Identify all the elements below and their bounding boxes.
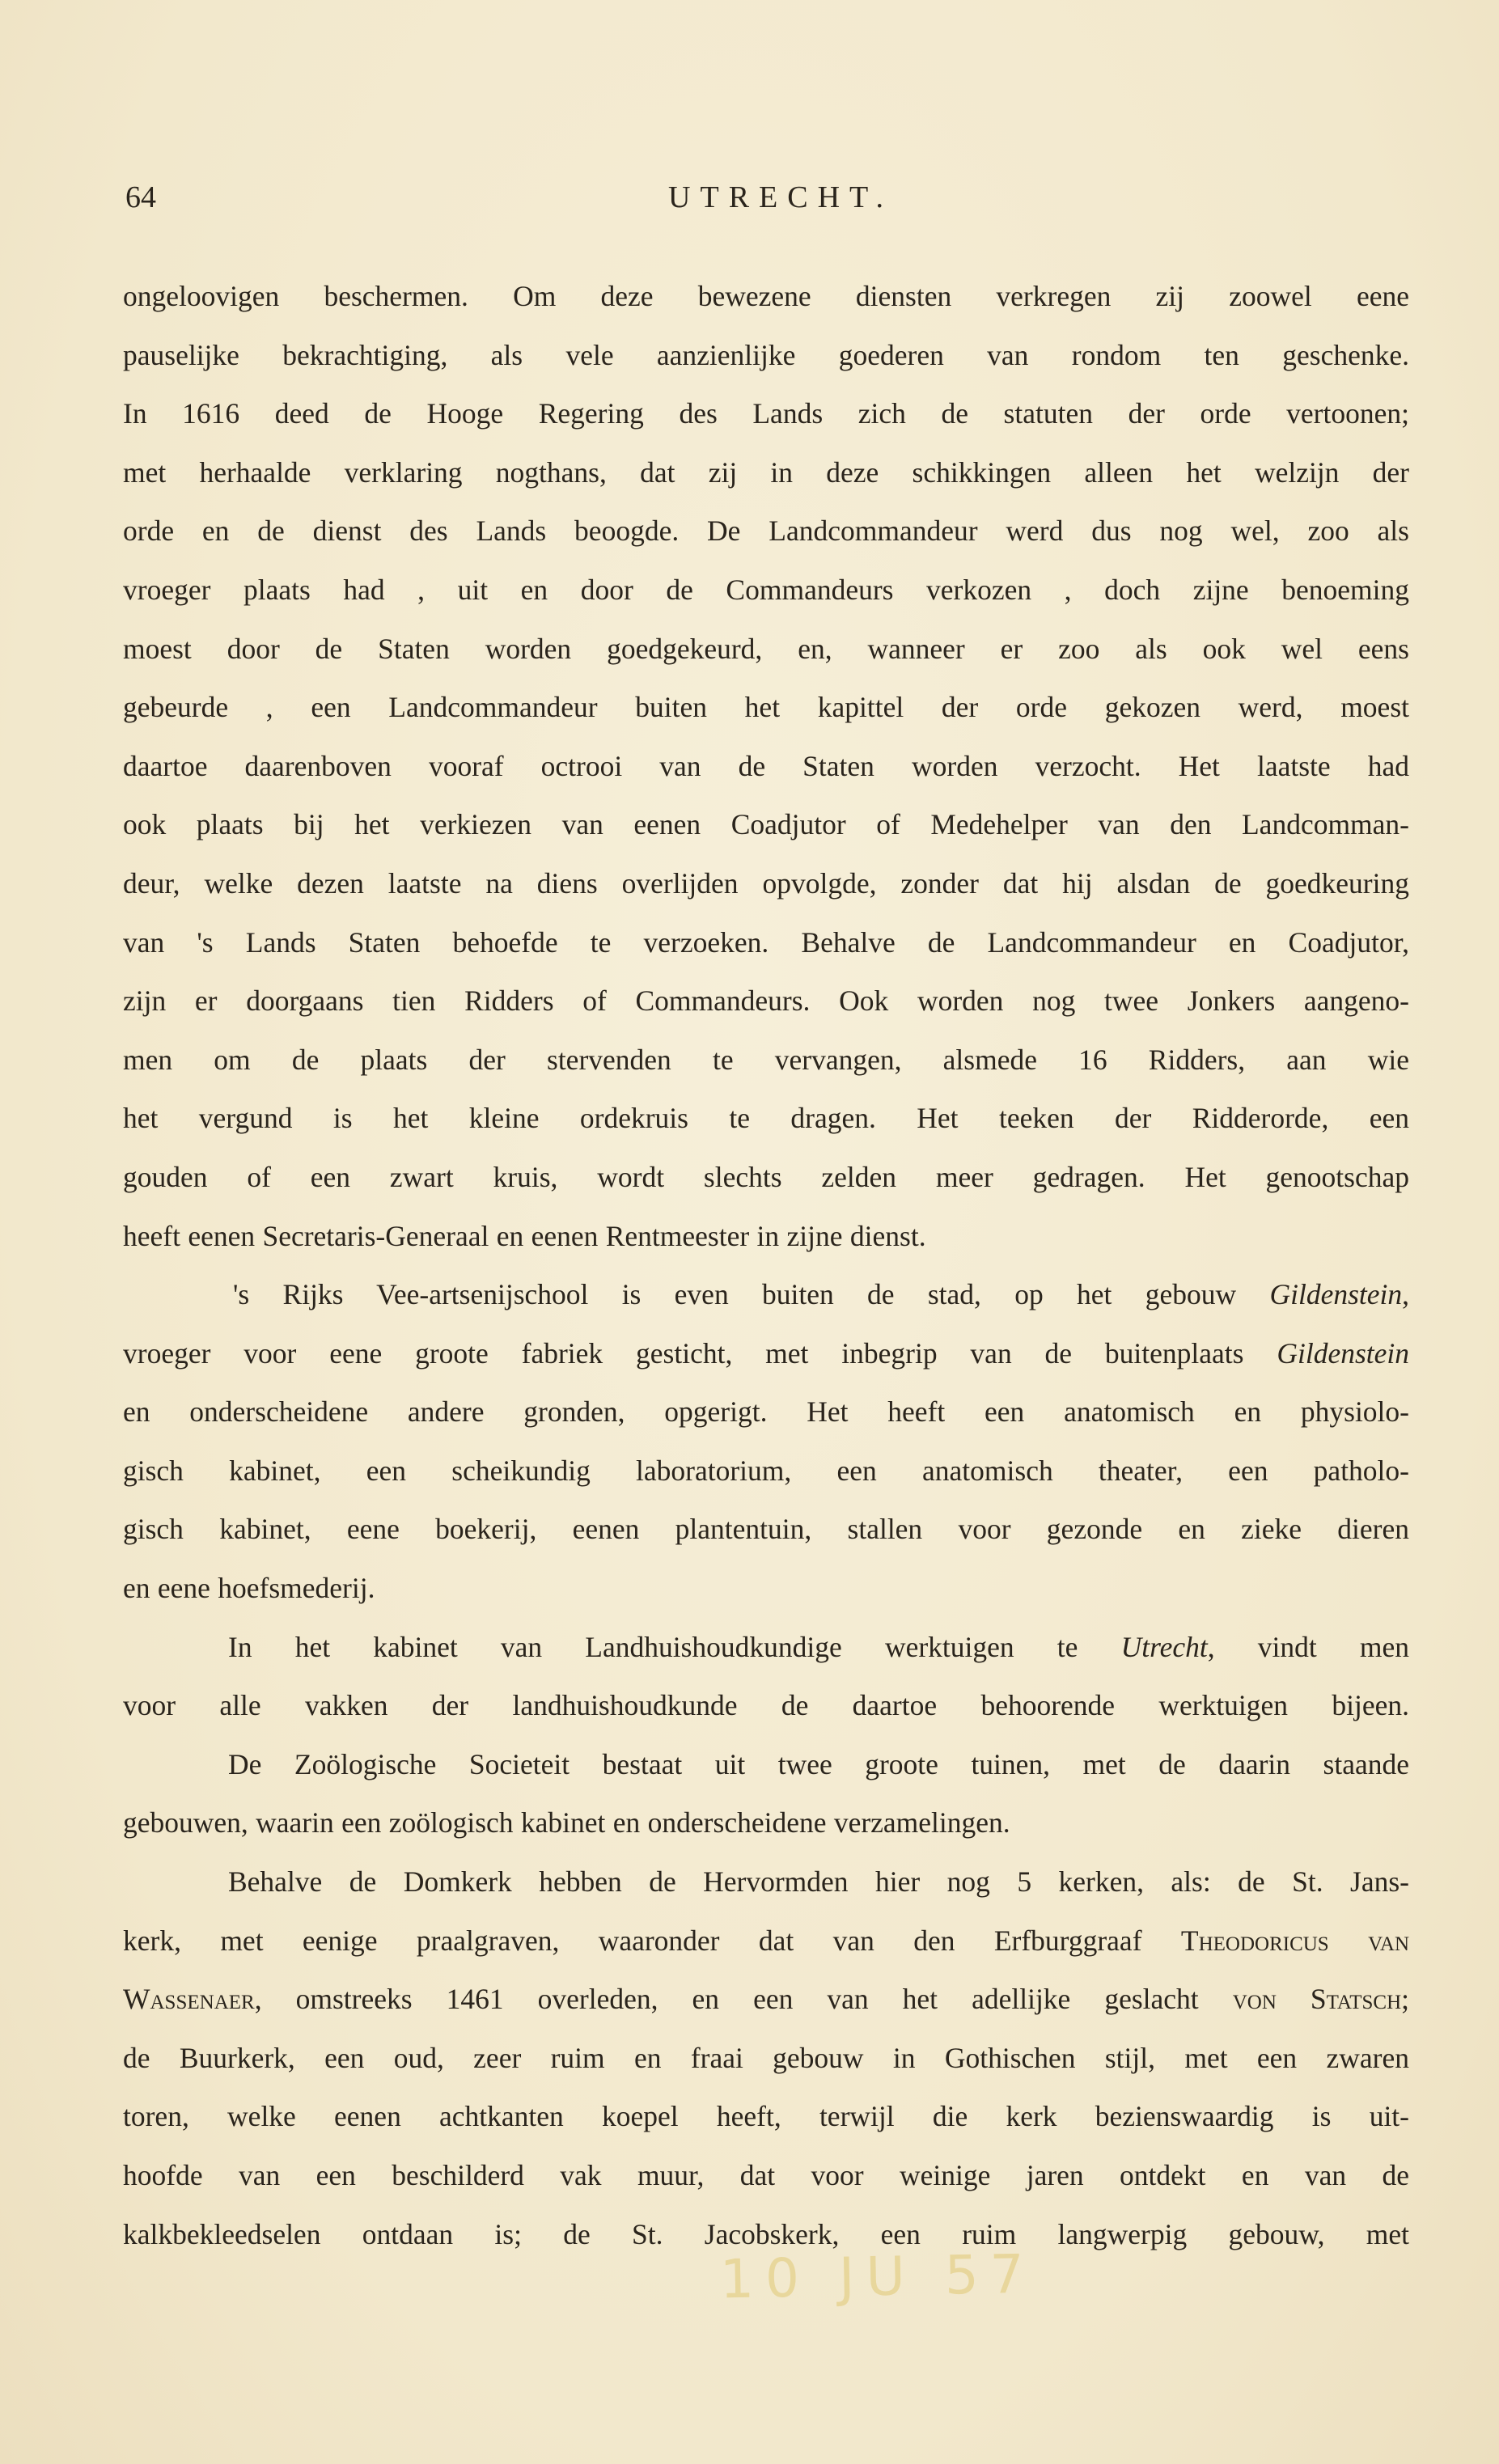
- paragraph-line: gebouwen, waarin een zoölogisch kabinet en onderscheidene verzamelingen.: [123, 1806, 1010, 1840]
- text-line: deur, welke dezen laatste na diens overlijden opvolgde, zonder dat hij alsdan de goedkeuring: [123, 866, 1409, 900]
- paragraph-line: en onderscheidene andere gronden, opgerigt. Het heeft een anatomisch en physiolo-: [123, 1395, 1409, 1429]
- paragraph-line: gisch kabinet, eene boekerij, eenen plantentuin, stallen voor gezonde en zieke dieren: [123, 1513, 1409, 1546]
- paragraph-line: gisch kabinet, een scheikundig laboratorium, een anatomisch theater, een patholo-: [123, 1454, 1409, 1487]
- paragraph-line: voor alle vakken der landhuishoudkunde de daartoe behoorende werktuigen bijeen.: [123, 1689, 1409, 1722]
- page-header: [125, 180, 1412, 228]
- body-text: [123, 267, 1409, 2263]
- italic-name: Gildenstein: [1277, 1336, 1409, 1370]
- text-line: zijn er doorgaans tien Ridders of Commandeurs. Ook worden nog twee Jonkers aangeno-: [123, 984, 1409, 1018]
- text-line: In 1616 deed de Hooge Regering des Lands zich de statuten der orde vertoonen;: [123, 397, 1409, 430]
- text-line: ook plaats bij het verkiezen van eenen Coadjutor of Medehelper van den Landcomman-: [123, 808, 1409, 841]
- small-caps-name: Wassenaer: [123, 1983, 255, 2016]
- paragraph-line: de Buurkerk, een oud, zeer ruim en fraai gebouw in Gothischen stijl, met een zwaren: [123, 2041, 1409, 2074]
- paragraph-line: In het kabinet van Landhuishoudkundige werktuigen te Utrecht, vindt men: [228, 1630, 1409, 1663]
- paragraph-line: toren, welke eenen achtkanten koepel heeft, terwijl die kerk bezienswaardig is uit-: [123, 2100, 1409, 2133]
- text-line: het vergund is het kleine ordekruis te dragen. Het teeken der Ridderorde, een: [123, 1102, 1409, 1135]
- text-line: van 's Lands Staten behoefde te verzoeken. Behalve de Landcommandeur en Coadjutor,: [123, 925, 1409, 959]
- paragraph-line: Wassenaer, omstreeks 1461 overleden, en een van het adellijke geslacht von Statsch;: [123, 1983, 1409, 2016]
- paragraph-line: en eene hoefsmederij.: [123, 1572, 375, 1605]
- paragraph-line: hoofde van een beschilderd vak muur, dat voor weinige jaren ontdekt en van de: [123, 2159, 1409, 2191]
- text-line: orde en de dienst des Lands beoogde. De Landcommandeur werd dus nog wel, zoo als: [123, 514, 1409, 548]
- text-line: pauselijke bekrachtiging, als vele aanzienlijke goederen van rondom ten geschenke.: [123, 338, 1409, 371]
- text-line: ongeloovigen beschermen. Om deze bewezene diensten verkregen zij zoowel eene: [123, 280, 1409, 312]
- page-number: 64: [125, 180, 156, 214]
- text-line: men om de plaats der stervenden te vervangen, alsmede 16 Ridders, aan wie: [123, 1043, 1409, 1076]
- paragraph-line: De Zoölogische Societeit bestaat uit twee groote tuinen, met de daarin staande: [228, 1747, 1409, 1780]
- text-line: moest door de Staten worden goedgekeurd, en, wanneer er zoo als ook wel eens: [123, 632, 1409, 665]
- text-line: heeft eenen Secretaris-Generaal en eenen Rentmeester in zijne dienst.: [123, 1219, 926, 1252]
- text-line: gebeurde , een Landcommandeur buiten het kapittel der orde gekozen werd, moest: [123, 691, 1409, 724]
- italic-name: Utrecht: [1120, 1630, 1208, 1663]
- text-line: met herhaalde verklaring nogthans, dat zij in deze schikkingen alleen het welzijn der: [123, 455, 1409, 489]
- text-line: vroeger plaats had , uit en door de Commandeurs verkozen , doch zijne benoeming: [123, 573, 1409, 606]
- text-line: gouden of een zwart kruis, wordt slechts zelden meer gedragen. Het genootschap: [123, 1160, 1409, 1193]
- small-caps-name: von Statsch: [1232, 1983, 1402, 2016]
- paragraph-line: Behalve de Domkerk hebben de Hervormden hier nog 5 kerken, als: de St. Jans-: [228, 1865, 1409, 1899]
- running-title: UTRECHT.: [668, 180, 893, 214]
- italic-name: Gildenstein: [1269, 1278, 1403, 1311]
- paragraph-line: vroeger voor eene groote fabriek gesticht, met inbegrip van de buitenplaats Gildenstein: [123, 1336, 1409, 1370]
- library-stamp: 10 JU 57: [719, 2242, 1036, 2311]
- paragraph-line: kerk, met eenige praalgraven, waaronder dat van den Erfburggraaf Theodoricus van: [123, 1924, 1410, 1957]
- text-line: daartoe daarenboven vooraf octrooi van de Staten worden verzocht. Het laatste had: [123, 749, 1409, 782]
- paragraph-line: 's Rijks Vee-artsenijschool is even buiten de stad, op het gebouw Gildenstein,: [233, 1278, 1409, 1311]
- paragraph-line: kalkbekleedselen ontdaan is; de St. Jacobskerk, een ruim langwerpig gebouw, met: [123, 2217, 1409, 2250]
- small-caps-name: Theodoricus van: [1180, 1924, 1410, 1957]
